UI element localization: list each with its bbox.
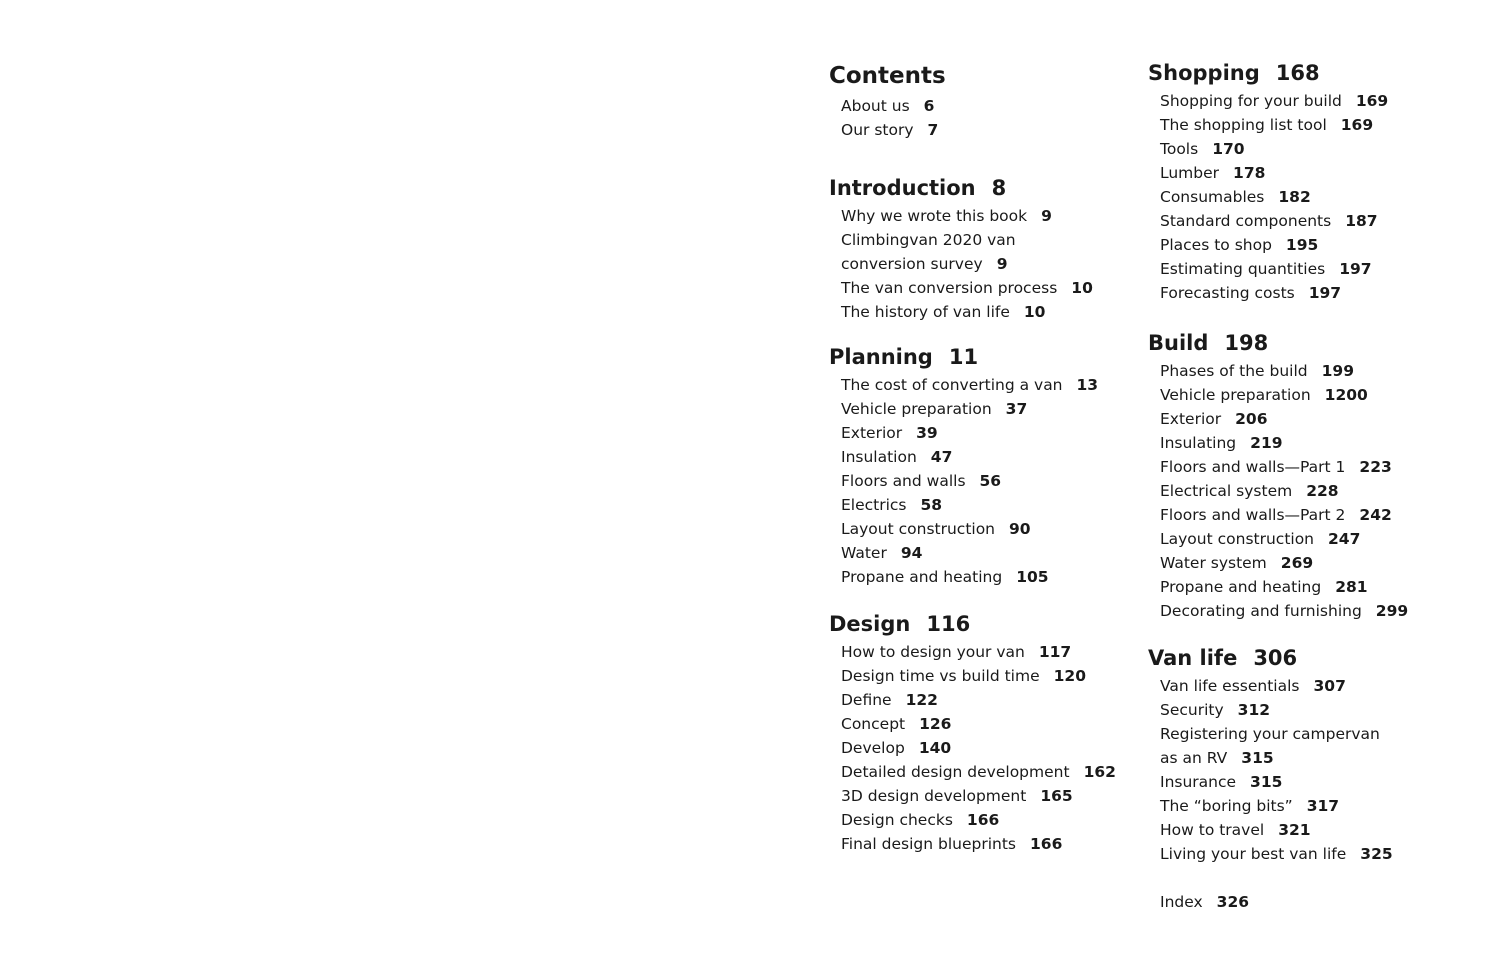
toc-entry-title: Climbingvan 2020 van conversion survey	[841, 231, 1016, 273]
section-heading[interactable]	[829, 174, 1129, 202]
toc-entry-title: Floors and walls—Part 2	[1160, 506, 1346, 524]
toc-entry-page: 140	[918, 739, 952, 757]
toc-entry-title: Why we wrote this book	[841, 207, 1028, 225]
toc-entry[interactable]	[1160, 209, 1468, 233]
toc-entry-title: Water	[841, 544, 887, 562]
toc-entry-page: 165	[1040, 787, 1073, 805]
toc-entry[interactable]	[841, 493, 1129, 517]
section-entry-list	[829, 640, 1129, 856]
toc-entry[interactable]	[841, 640, 1129, 664]
toc-entry[interactable]	[1160, 281, 1468, 305]
section-shopping	[1148, 59, 1468, 305]
toc-entry-title: Lumber	[1160, 164, 1220, 182]
toc-entry-title: 3D design development	[841, 787, 1027, 805]
toc-entry[interactable]	[1160, 503, 1468, 527]
section-heading-title: Shopping	[1148, 61, 1260, 85]
section-heading-title: Van life	[1148, 646, 1238, 670]
toc-entry[interactable]	[1160, 842, 1468, 866]
toc-entry-page: 170	[1212, 140, 1245, 158]
toc-entry-title: The “boring bits”	[1160, 797, 1293, 815]
toc-entry-title: Concept	[841, 715, 906, 733]
toc-entry[interactable]	[1160, 575, 1468, 599]
index-entry-page: 326	[1216, 893, 1250, 911]
toc-entry-page: 312	[1237, 701, 1271, 719]
toc-entry[interactable]	[1160, 89, 1468, 113]
toc-entry-page: 219	[1250, 434, 1283, 452]
toc-entry-title: Consumables	[1160, 188, 1265, 206]
toc-entry-title: Tools	[1160, 140, 1199, 158]
toc-entry-page: 1200	[1324, 386, 1368, 404]
toc-entry[interactable]	[841, 832, 1129, 856]
toc-entry[interactable]	[841, 760, 1129, 784]
toc-entry-page: 299	[1375, 602, 1409, 620]
section-heading[interactable]	[1148, 644, 1468, 672]
toc-entry-title: The van conversion process	[841, 279, 1058, 297]
toc-entry-title: Floors and walls—Part 1	[1160, 458, 1346, 476]
section-heading-page: 198	[1224, 331, 1269, 355]
section-entry-list	[1148, 359, 1468, 623]
toc-entry-title: How to travel	[1160, 821, 1265, 839]
section-van-life	[1148, 644, 1468, 866]
toc-entry[interactable]	[841, 541, 1129, 565]
toc-entry[interactable]	[1160, 113, 1468, 137]
toc-entry-title: Van life essentials	[1160, 677, 1300, 695]
section-heading-title: Build	[1148, 331, 1209, 355]
index-entry-list	[1148, 890, 1468, 914]
toc-entry-page: 307	[1313, 677, 1346, 695]
toc-entry-title: Detailed design development	[841, 763, 1070, 781]
section-heading-page: 8	[991, 176, 1007, 200]
toc-entry-page: 315	[1250, 773, 1283, 791]
toc-entry[interactable]	[1160, 359, 1468, 383]
toc-entry-page: 197	[1308, 284, 1342, 302]
section-entry-list	[829, 373, 1129, 589]
toc-entry[interactable]	[1160, 137, 1468, 161]
toc-entry-title: The cost of converting a van	[841, 376, 1063, 394]
toc-entry-title: Design checks	[841, 811, 953, 829]
toc-entry-page: 162	[1083, 763, 1116, 781]
toc-entry[interactable]	[841, 736, 1129, 760]
section-heading[interactable]	[1148, 59, 1468, 87]
toc-entry[interactable]	[1160, 407, 1468, 431]
toc-entry[interactable]	[841, 94, 1129, 118]
section-planning	[829, 343, 1129, 589]
contents-title: Contents	[829, 63, 946, 89]
toc-entry-page: 94	[900, 544, 923, 562]
toc-entry-page: 169	[1355, 92, 1389, 110]
section-entry-list	[829, 204, 1129, 324]
toc-entry[interactable]	[1160, 161, 1468, 185]
toc-entry[interactable]	[841, 712, 1129, 736]
toc-entry-title: The history of van life	[841, 303, 1010, 321]
toc-entry-title: Develop	[841, 739, 905, 757]
toc-entry[interactable]	[841, 204, 1129, 228]
toc-entry-title: Insulation	[841, 448, 917, 466]
toc-entry[interactable]	[1160, 185, 1468, 209]
toc-entry-title: How to design your van	[841, 643, 1025, 661]
toc-entry[interactable]	[1160, 794, 1468, 818]
toc-entry-title: Exterior	[841, 424, 903, 442]
toc-entry-title: Places to shop	[1160, 236, 1272, 254]
section-design	[829, 610, 1129, 856]
toc-entry[interactable]	[841, 808, 1129, 832]
toc-entry[interactable]	[841, 469, 1129, 493]
toc-entry[interactable]	[841, 688, 1129, 712]
toc-entry[interactable]	[1160, 770, 1468, 794]
index-entry-title: Index	[1160, 893, 1203, 911]
toc-entry-title: Floors and walls	[841, 472, 966, 490]
section-heading[interactable]	[829, 343, 1129, 371]
toc-entry[interactable]	[1160, 818, 1468, 842]
toc-entry[interactable]	[841, 517, 1129, 541]
toc-entry[interactable]	[1160, 455, 1468, 479]
toc-entry-title: Phases of the build	[1160, 362, 1308, 380]
section-build	[1148, 329, 1468, 623]
toc-entry-title: About us	[841, 97, 910, 115]
toc-entry-page: 117	[1038, 643, 1072, 661]
toc-entry-page: 206	[1235, 410, 1268, 428]
toc-entry-page: 242	[1359, 506, 1392, 524]
toc-entry[interactable]	[841, 373, 1129, 397]
section-heading-page: 11	[948, 345, 979, 369]
toc-entry-title: Our story	[841, 121, 914, 139]
section-entry-list	[1148, 674, 1468, 866]
toc-entry-title: Water system	[1160, 554, 1267, 572]
toc-entry[interactable]	[1160, 698, 1468, 722]
toc-entry-page: 228	[1306, 482, 1339, 500]
toc-entry-page: 9	[996, 255, 1008, 273]
toc-entry[interactable]	[841, 118, 1129, 142]
toc-entry-page: 223	[1359, 458, 1392, 476]
toc-entry-title: Layout construction	[1160, 530, 1315, 548]
toc-entry-title: Standard components	[1160, 212, 1332, 230]
toc-entry-page: 10	[1071, 279, 1093, 297]
toc-entry-title: Propane and heating	[1160, 578, 1322, 596]
section-heading-page: 168	[1275, 61, 1320, 85]
toc-entry[interactable]	[841, 445, 1129, 469]
toc-entry-title: Electrical system	[1160, 482, 1293, 500]
toc-entry-title: Exterior	[1160, 410, 1222, 428]
section-heading-title: Design	[829, 612, 911, 636]
toc-entry[interactable]	[1160, 551, 1468, 575]
section-heading[interactable]	[1148, 329, 1468, 357]
index-block	[1148, 888, 1468, 914]
toc-entry[interactable]	[1160, 233, 1468, 257]
toc-entry-page: 269	[1280, 554, 1314, 572]
toc-entry[interactable]	[1160, 674, 1468, 698]
toc-entry-page: 47	[930, 448, 953, 466]
toc-entry-page: 199	[1321, 362, 1354, 380]
toc-entry-title: The shopping list tool	[1160, 116, 1327, 134]
toc-entry-title: Security	[1160, 701, 1224, 719]
toc-entry[interactable]	[841, 421, 1129, 445]
toc-entry-page: 166	[966, 811, 1000, 829]
toc-entry-title: Define	[841, 691, 892, 709]
toc-entry-page: 7	[927, 121, 939, 139]
toc-entry-page: 90	[1009, 520, 1031, 538]
toc-entry-page: 120	[1053, 667, 1086, 685]
toc-entry[interactable]	[841, 784, 1129, 808]
toc-entry-title: Shopping for your build	[1160, 92, 1342, 110]
toc-entry-page: 126	[919, 715, 952, 733]
section-entry-list	[1148, 89, 1468, 305]
contents-block	[829, 60, 1129, 142]
toc-entry-page: 10	[1023, 303, 1046, 321]
toc-entry-title: Insulating	[1160, 434, 1237, 452]
toc-entry-page: 281	[1335, 578, 1368, 596]
toc-entry-page: 317	[1306, 797, 1340, 815]
toc-entry-title: Design time vs build time	[841, 667, 1040, 685]
section-heading-title: Introduction	[829, 176, 976, 200]
toc-entry-title: Decorating and furnishing	[1160, 602, 1362, 620]
toc-entry-title: Estimating quantities	[1160, 260, 1326, 278]
toc-entry-title: Living your best van life	[1160, 845, 1347, 863]
toc-entry-page: 37	[1005, 400, 1028, 418]
toc-entry-page: 122	[905, 691, 938, 709]
toc-entry-page: 182	[1278, 188, 1311, 206]
toc-entry-page: 197	[1339, 260, 1372, 278]
toc-entry[interactable]	[1160, 722, 1400, 770]
toc-entry-page: 178	[1233, 164, 1266, 182]
section-introduction	[829, 174, 1129, 324]
toc-entry[interactable]	[841, 276, 1129, 300]
toc-entry-title: Insurance	[1160, 773, 1237, 791]
toc-entry-page: 195	[1285, 236, 1319, 254]
section-heading-title: Planning	[829, 345, 933, 369]
toc-entry-title: Vehicle preparation	[1160, 386, 1311, 404]
toc-entry[interactable]	[841, 565, 1129, 589]
toc-entry-title: Layout construction	[841, 520, 996, 538]
toc-entry[interactable]	[1160, 599, 1468, 623]
toc-entry-title: Vehicle preparation	[841, 400, 992, 418]
toc-entry[interactable]	[841, 397, 1129, 421]
toc-entry[interactable]	[1160, 479, 1468, 503]
toc-entry[interactable]	[841, 664, 1129, 688]
toc-entry-title: Propane and heating	[841, 568, 1003, 586]
toc-entry-page: 39	[916, 424, 938, 442]
toc-entry[interactable]	[1160, 527, 1468, 551]
toc-entry-page: 325	[1360, 845, 1393, 863]
toc-entry-page: 187	[1345, 212, 1378, 230]
toc-entry[interactable]	[1160, 431, 1468, 455]
section-heading[interactable]	[829, 610, 1129, 638]
toc-entry[interactable]	[841, 228, 1081, 276]
toc-entry-page: 315	[1241, 749, 1274, 767]
toc-entry-page: 9	[1041, 207, 1052, 225]
toc-entry-title: Electrics	[841, 496, 907, 514]
toc-entry-page: 6	[923, 97, 935, 115]
toc-entry-title: Forecasting costs	[1160, 284, 1295, 302]
toc-entry-page: 13	[1076, 376, 1099, 394]
section-heading-page: 306	[1253, 646, 1298, 670]
toc-entry-page: 58	[920, 496, 943, 514]
toc-entry[interactable]	[1160, 383, 1468, 407]
index-entry[interactable]	[1160, 890, 1468, 914]
toc-entry[interactable]	[841, 300, 1129, 324]
toc-entry-page: 169	[1340, 116, 1374, 134]
toc-entry-page: 321	[1278, 821, 1311, 839]
toc-entry[interactable]	[1160, 257, 1468, 281]
toc-entry-title: Final design blueprints	[841, 835, 1016, 853]
toc-entry-title: Registering your campervan as an RV	[1160, 725, 1380, 767]
toc-entry-page: 56	[979, 472, 1002, 490]
contents-entry-list	[829, 94, 1129, 142]
toc-entry-page: 247	[1328, 530, 1361, 548]
section-heading-page: 116	[926, 612, 971, 636]
toc-entry-page: 105	[1016, 568, 1049, 586]
toc-entry-page: 166	[1030, 835, 1063, 853]
